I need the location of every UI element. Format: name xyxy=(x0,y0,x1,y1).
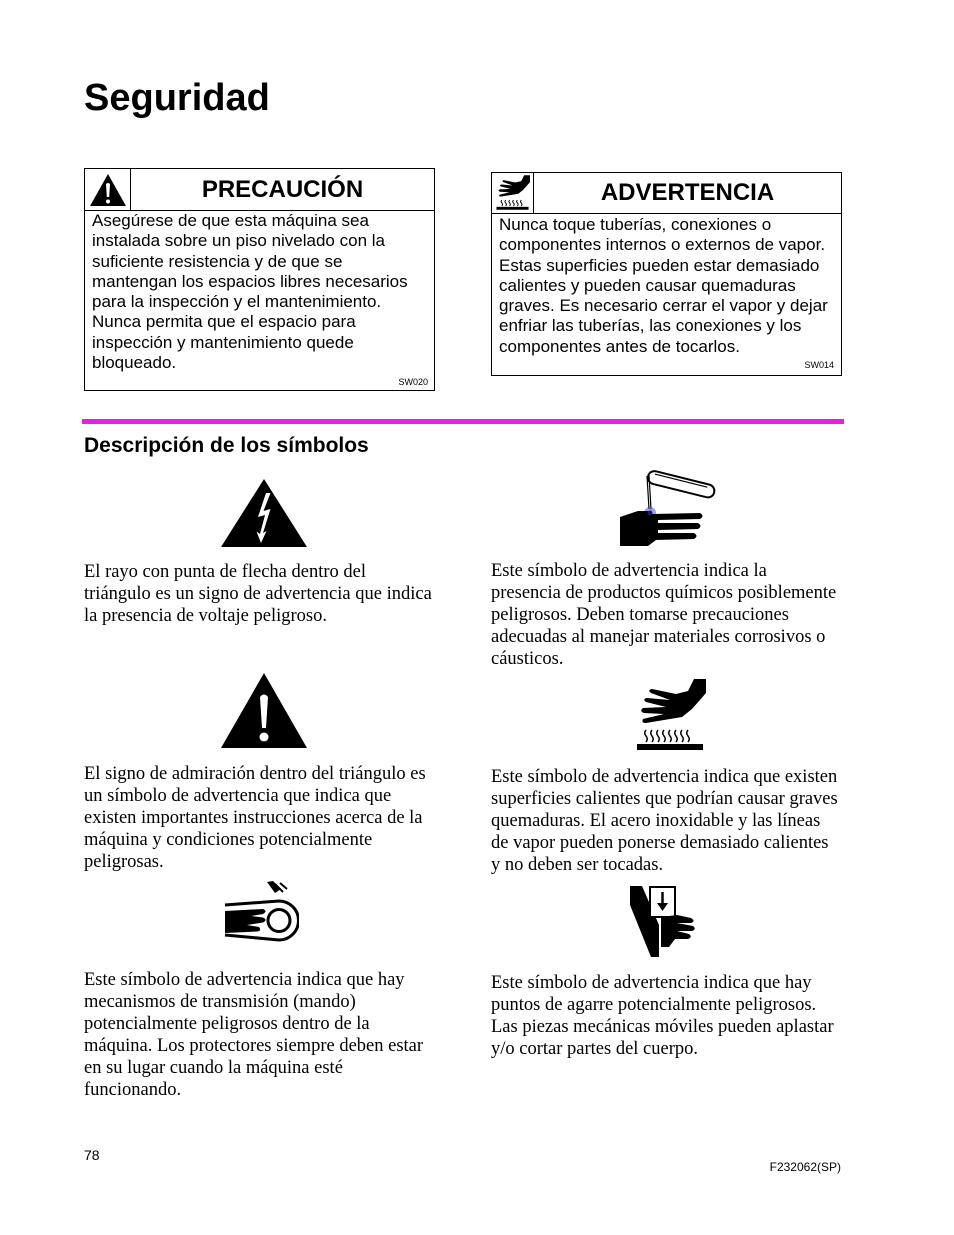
hot-surface-icon xyxy=(496,175,530,211)
symbol-description-lightning xyxy=(84,561,436,627)
description-line: Este símbolo de advertencia indica que hay xyxy=(491,973,812,993)
caution-code: SW020 xyxy=(398,377,428,387)
description-line: potencialmente peligrosos dentro de la xyxy=(84,1014,370,1034)
description-line: adecuadas al manejar materiales corrosivos o xyxy=(491,627,826,647)
page-title: Seguridad xyxy=(84,77,270,119)
symbol-description-exclamation xyxy=(84,763,436,873)
warning-header xyxy=(492,173,841,214)
description-line: un símbolo de advertencia que indica que xyxy=(84,786,392,806)
symbol-description-pinch-point xyxy=(491,972,843,1060)
caution-text-line: Nunca permita que el espacio para xyxy=(92,312,356,332)
warning-icon-cell xyxy=(492,173,534,213)
description-line: y/o cortar partes del cuerpo. xyxy=(491,1039,699,1059)
description-line: triángulo es un signo de advertencia que indica xyxy=(84,584,432,604)
warning-text-line: graves. Es necesario cerrar el vapor y dejar xyxy=(499,296,828,316)
lightning-triangle-icon xyxy=(220,478,308,548)
description-line: superficies calientes que podrían causar graves xyxy=(491,789,838,809)
description-line: El signo de admiración dentro del triángulo es xyxy=(84,764,426,784)
description-line: presencia de productos químicos posiblemente xyxy=(491,583,837,603)
warning-text-line: componentes internos o externos de vapor. xyxy=(499,235,826,255)
document-code: F232062(SP) xyxy=(769,1160,841,1174)
exclamation-triangle-icon xyxy=(220,672,308,749)
description-line: funcionando. xyxy=(84,1080,182,1100)
description-line: cáusticos. xyxy=(491,649,564,669)
caution-text-line: mantengan los espacios libres necesarios xyxy=(92,271,408,291)
description-line: en su lugar cuando la máquina esté xyxy=(84,1058,343,1078)
warning-body xyxy=(492,214,841,357)
warning-text-line: Nunca toque tuberías, conexiones o xyxy=(499,215,772,234)
description-line: existen importantes instrucciones acerca de la xyxy=(84,808,423,828)
description-line: Las piezas mecánicas móviles pueden aplastar xyxy=(491,1017,834,1037)
description-line: puntos de agarre potencialmente peligrosos. xyxy=(491,995,817,1015)
caution-text-line: instalada sobre un piso nivelado con la xyxy=(92,231,385,251)
warning-text-line: componentes antes de tocarlos. xyxy=(499,336,740,356)
caution-text-line: Asegúrese de que esta máquina sea xyxy=(92,211,369,230)
description-line: máquina y condiciones potencialmente xyxy=(84,830,373,850)
description-line: peligrosas. xyxy=(84,852,164,872)
warning-heading: ADVERTENCIA xyxy=(600,179,775,206)
exclamation-triangle-icon xyxy=(89,173,127,207)
description-line: peligrosos. Deben tomarse precauciones xyxy=(491,605,789,625)
symbols-heading: Descripción de los símbolos xyxy=(84,434,369,457)
description-line: quemaduras. El acero inoxidable y las líneas xyxy=(491,811,821,831)
description-line: Este símbolo de advertencia indica la xyxy=(491,561,767,581)
warning-text-line: calientes y pueden causar quemaduras xyxy=(499,275,796,295)
warning-text-line: Estas superficies pueden estar demasiado xyxy=(499,255,820,275)
caution-notice xyxy=(84,168,435,391)
description-line: Este símbolo de advertencia indica que hay xyxy=(84,970,405,990)
drive-belt-icon xyxy=(223,881,299,953)
caution-text-line: suficiente resistencia y de que se xyxy=(92,251,343,271)
description-line: la presencia de voltaje peligroso. xyxy=(84,606,327,626)
caution-text-line: para la inspección y el mantenimiento. xyxy=(92,292,382,312)
caution-header xyxy=(85,169,434,211)
page-number: 78 xyxy=(84,1147,100,1163)
description-line: El rayo con punta de flecha dentro del xyxy=(84,562,367,582)
pinch-point-icon xyxy=(629,885,698,958)
hot-surface-icon xyxy=(636,679,706,752)
description-line: de vapor pueden ponerse demasiado calientes xyxy=(491,833,829,853)
section-rule xyxy=(82,419,844,424)
description-line: Este símbolo de advertencia indica que existen xyxy=(491,767,838,787)
description-line: y no deben ser tocadas. xyxy=(491,855,664,875)
chemical-hazard-icon xyxy=(618,467,718,548)
caution-text-line: bloqueado. xyxy=(92,353,177,373)
warning-text-line: enfriar las tuberías, las conexiones y los xyxy=(499,316,802,336)
description-line: mecanismos de transmisión (mando) xyxy=(84,992,356,1012)
caution-icon-cell xyxy=(85,169,131,210)
symbol-description-drive-belt xyxy=(84,969,436,1101)
caution-heading: PRECAUCIÓN xyxy=(201,175,364,203)
symbol-description-hot-surface xyxy=(491,766,843,876)
symbol-description-chemical xyxy=(491,560,843,670)
warning-code: SW014 xyxy=(804,360,834,370)
description-line: máquina. Los protectores siempre deben estar xyxy=(84,1036,424,1056)
caution-body xyxy=(85,211,434,373)
warning-notice xyxy=(491,172,842,376)
caution-text-line: inspección y mantenimiento quede xyxy=(92,332,354,352)
